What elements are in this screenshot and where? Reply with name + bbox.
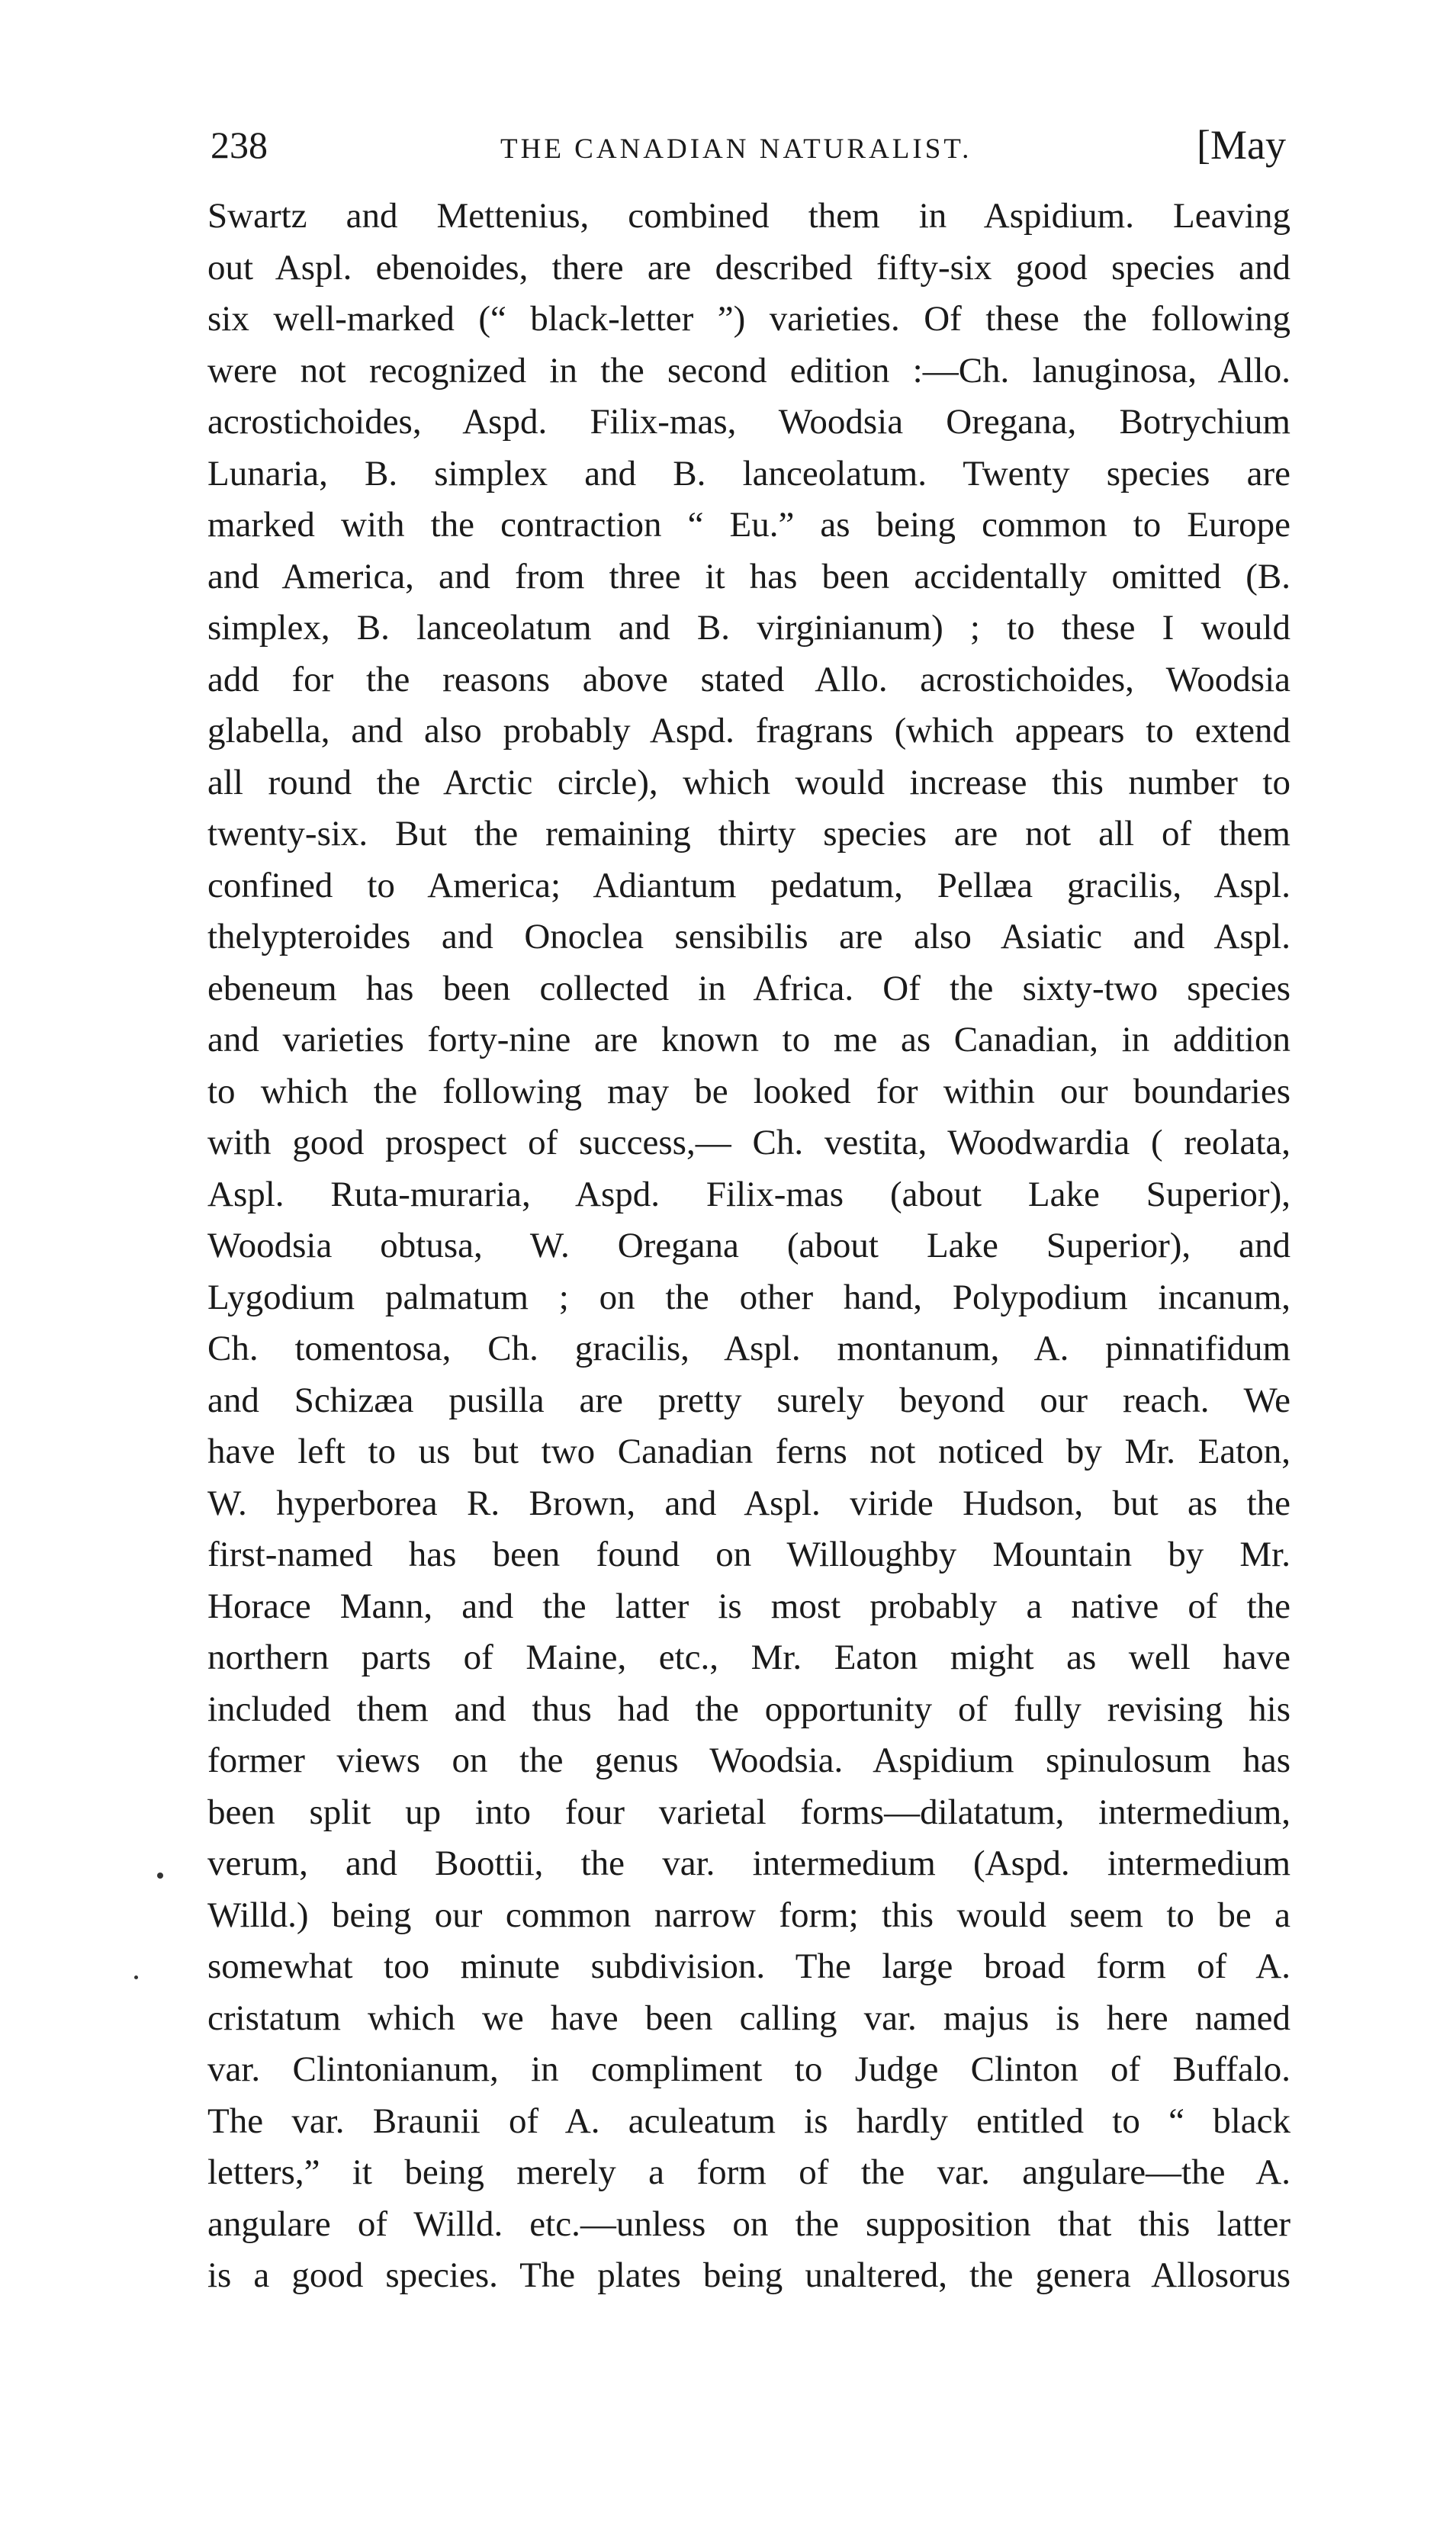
text-line: is a good species. The plates being unaltered, the genera Allosorus bbox=[207, 2255, 1290, 2295]
text-line: acrostichoides, Aspd. Filix-mas, Woodsia Oregana, Botrychium bbox=[207, 402, 1290, 442]
text-line: Lygodium palmatum ; on the other hand, Polypodium incanum, bbox=[207, 1277, 1290, 1317]
text-line: verum, and Boottii, the var. intermedium (Aspd. intermedium bbox=[207, 1844, 1290, 1883]
journal-title: THE CANADIAN NATURALIST. bbox=[500, 133, 972, 165]
text-line: Ch. tomentosa, Ch. gracilis, Aspl. montanum, A. pinnatifidum bbox=[207, 1329, 1290, 1368]
text-line: and America, and from three it has been accidentally omitted (B. bbox=[207, 556, 1290, 596]
text-line: ebeneum has been collected in Africa. Of the sixty-two species bbox=[207, 968, 1290, 1008]
text-line: Horace Mann, and the latter is most probably a native of the bbox=[207, 1586, 1290, 1626]
running-head-month: [May bbox=[1197, 122, 1286, 168]
text-line: var. Clintonianum, in compliment to Judge Clinton of Buffalo. bbox=[207, 2049, 1290, 2089]
text-line: Lunaria, B. simplex and B. lanceolatum. Twenty species are bbox=[207, 453, 1290, 493]
text-line: twenty-six. But the remaining thirty species are not all of them bbox=[207, 814, 1290, 854]
text-line: cristatum which we have been calling var. majus is here named bbox=[207, 1998, 1290, 2038]
margin-speck bbox=[134, 1975, 138, 1979]
text-line: glabella, and also probably Aspd. fragrans (which appears to extend bbox=[207, 711, 1290, 751]
text-line: and varieties forty-nine are known to me as Canadian, in addition bbox=[207, 1020, 1290, 1059]
text-line: simplex, B. lanceolatum and B. virginianum) ; to these I would bbox=[207, 608, 1290, 648]
text-line: Woodsia obtusa, W. Oregana (about Lake Superior), and bbox=[207, 1226, 1290, 1265]
text-line: have left to us but two Canadian ferns not noticed by Mr. Eaton, bbox=[207, 1432, 1290, 1471]
text-line: former views on the genus Woodsia. Aspidium spinulosum has bbox=[207, 1741, 1290, 1780]
text-line: Willd.) being our common narrow form; this would seem to be a bbox=[207, 1895, 1290, 1935]
text-line: add for the reasons above stated Allo. acrostichoides, Woodsia bbox=[207, 659, 1290, 699]
text-line: been split up into four varietal forms—dilatatum, intermedium, bbox=[207, 1792, 1290, 1832]
text-line: confined to America; Adiantum pedatum, Pellæa gracilis, Aspl. bbox=[207, 865, 1290, 905]
text-line: letters,” it being merely a form of the var. angulare—the A. bbox=[207, 2152, 1290, 2192]
text-line: The var. Braunii of A. aculeatum is hardly entitled to “ black bbox=[207, 2101, 1290, 2141]
body-text bbox=[207, 191, 1290, 2302]
text-line: six well-marked (“ black-letter ”) varieties. Of these the following bbox=[207, 299, 1290, 339]
text-line: with good prospect of success,— Ch. vestita, Woodwardia ( reolata, bbox=[207, 1123, 1290, 1162]
text-line: Aspl. Ruta-muraria, Aspd. Filix-mas (about Lake Superior), bbox=[207, 1174, 1290, 1214]
text-line: to which the following may be looked for within our boundaries bbox=[207, 1071, 1290, 1111]
text-line: Swartz and Mettenius, combined them in Aspidium. Leaving bbox=[207, 196, 1290, 236]
text-line: were not recognized in the second edition :—Ch. lanuginosa, Allo. bbox=[207, 350, 1290, 391]
text-line: W. hyperborea R. Brown, and Aspl. viride Hudson, but as the bbox=[207, 1483, 1290, 1523]
text-line: included them and thus had the opportunity of fully revising his bbox=[207, 1689, 1290, 1729]
text-line: somewhat too minute subdivision. The large broad form of A. bbox=[207, 1947, 1290, 1986]
running-head bbox=[211, 122, 1286, 183]
page-number: 238 bbox=[211, 124, 268, 166]
margin-speck bbox=[157, 1873, 163, 1879]
text-line: out Aspl. ebenoides, there are described fifty-six good species and bbox=[207, 247, 1290, 288]
text-line: thelypteroides and Onoclea sensibilis are also Asiatic and Aspl. bbox=[207, 917, 1290, 956]
text-line: and Schizæa pusilla are pretty surely beyond our reach. We bbox=[207, 1380, 1290, 1420]
text-line: first-named has been found on Willoughby Mountain by Mr. bbox=[207, 1535, 1290, 1574]
text-line: northern parts of Maine, etc., Mr. Eaton might as well have bbox=[207, 1638, 1290, 1677]
text-line: all round the Arctic circle), which would increase this number to bbox=[207, 762, 1290, 802]
text-line: angulare of Willd. etc.—unless on the supposition that this latter bbox=[207, 2204, 1290, 2244]
text-line: marked with the contraction “ Eu.” as being common to Europe bbox=[207, 505, 1290, 545]
